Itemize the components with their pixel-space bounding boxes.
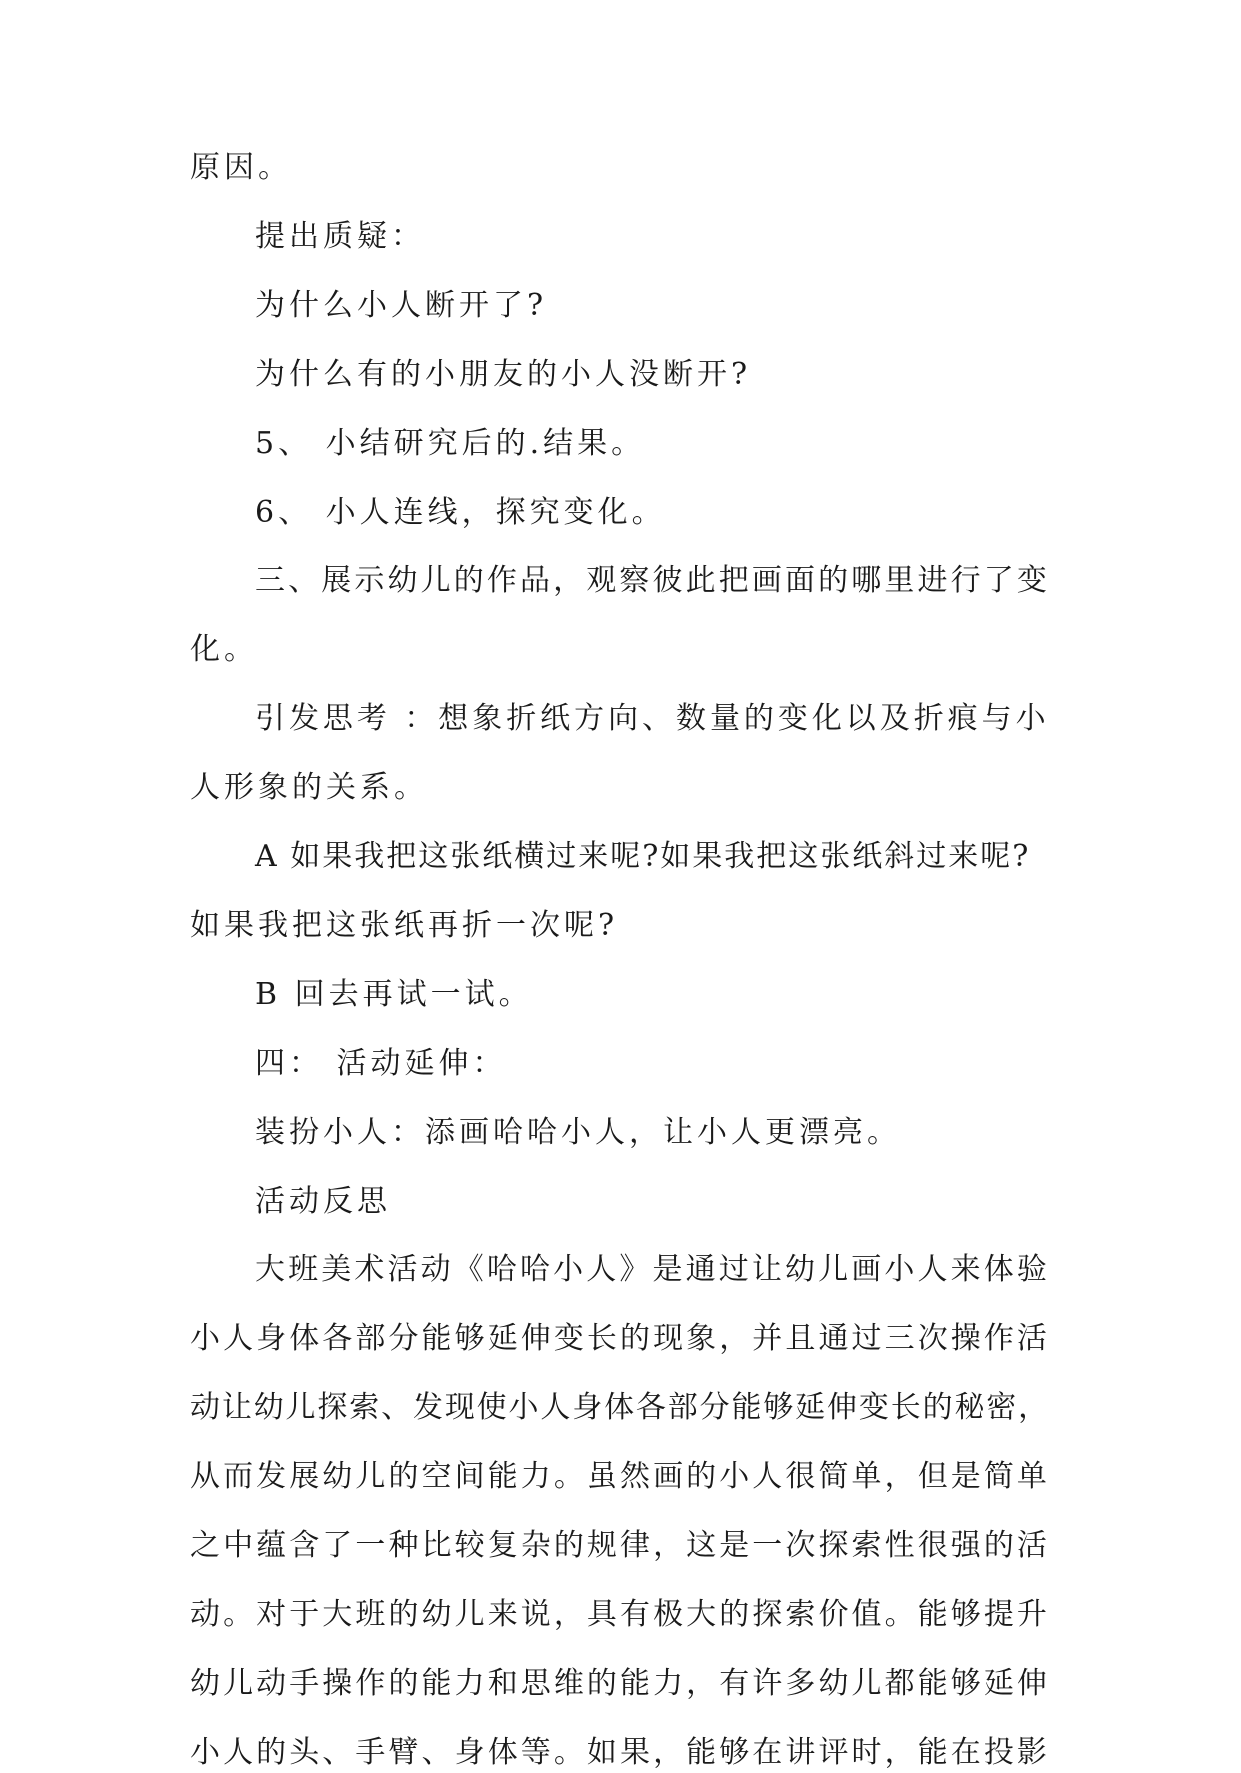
text-line: 小人的头、手臂、身体等。如果，能够在讲评时，能在投影	[190, 1735, 1050, 1770]
text-line: 之中蕴含了一种比较复杂的规律，这是一次探索性很强的活	[190, 1528, 1050, 1563]
text-line: 为什么有的小朋友的小人没断开?	[255, 357, 752, 392]
text-line: 动。对于大班的幼儿来说，具有极大的探索价值。能够提升	[190, 1597, 1050, 1632]
text-line: 6、 小人连线，探究变化。	[255, 495, 666, 530]
text-line: 四： 活动延伸：	[255, 1046, 507, 1081]
text-line: 为什么小人断开了?	[255, 288, 548, 323]
text-line: 活动反思	[255, 1184, 391, 1219]
text-line: 动让幼儿探索、发现使小人身体各部分能够延伸变长的秘密，	[190, 1390, 1050, 1425]
text-line: 化。	[190, 632, 258, 667]
text-line: 三、展示幼儿的作品，观察彼此把画面的哪里进行了变	[255, 563, 1050, 598]
text-line: A 如果我把这张纸横过来呢?如果我把这张纸斜过来呢?	[255, 839, 1031, 874]
text-line: B 回去再试一试。	[255, 977, 533, 1012]
text-line: 从而发展幼儿的空间能力。虽然画的小人很简单，但是简单	[190, 1459, 1050, 1494]
text-line: 如果我把这张纸再折一次呢?	[190, 908, 619, 943]
text-line: 装扮小人：添画哈哈小人，让小人更漂亮。	[255, 1115, 901, 1150]
text-line: 小人身体各部分能够延伸变长的现象，并且通过三次操作活	[190, 1321, 1050, 1356]
text-line: 幼儿动手操作的能力和思维的能力，有许多幼儿都能够延伸	[190, 1666, 1050, 1701]
text-line: 5、 小结研究后的.结果。	[255, 426, 646, 461]
text-line: 提出质疑：	[255, 219, 425, 254]
text-line: 原因。	[190, 150, 292, 185]
text-line: 人形象的关系。	[190, 770, 428, 805]
text-line: 引发思考 ：想象折纸方向、数量的变化以及折痕与小	[255, 701, 1050, 736]
text-line: 大班美术活动《哈哈小人》是通过让幼儿画小人来体验	[255, 1252, 1050, 1287]
